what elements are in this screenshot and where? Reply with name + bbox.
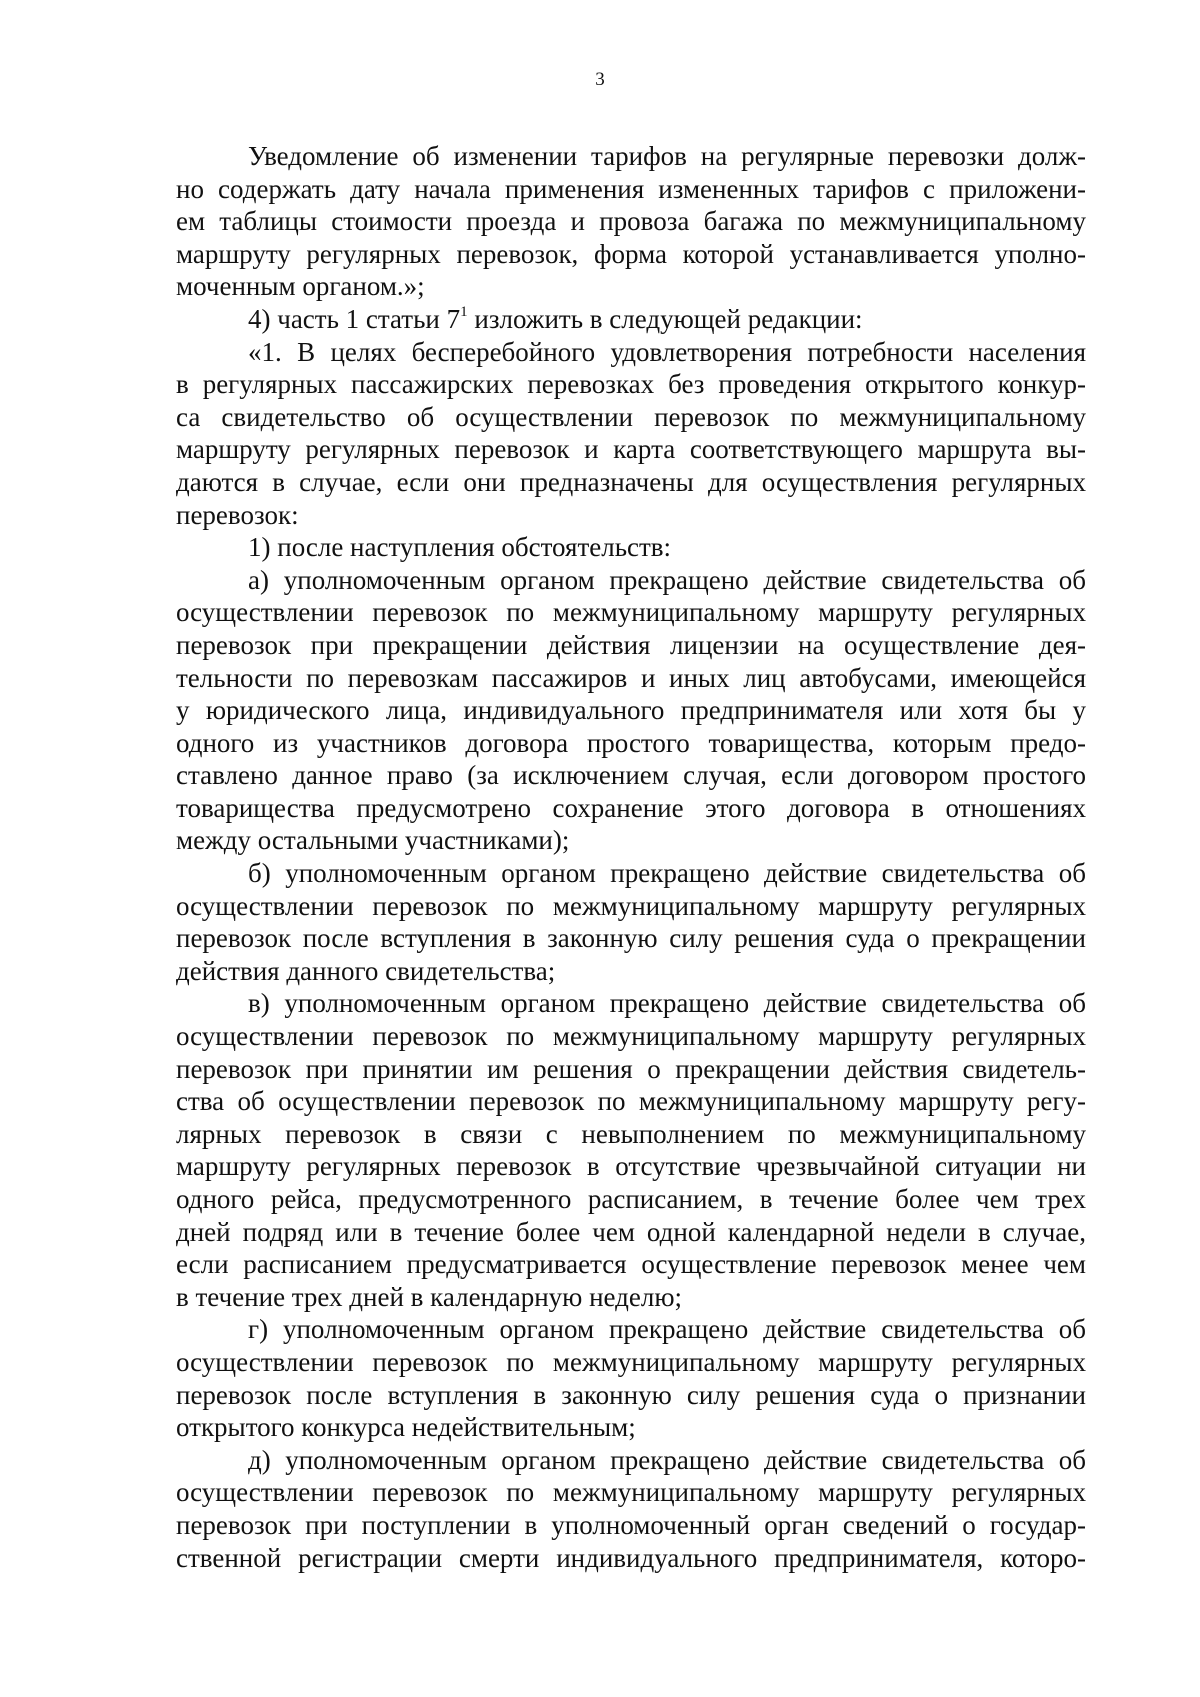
paragraph <box>176 140 1086 303</box>
text-line: но содержать дату начала применения измененных тарифов с приложени- <box>176 173 1086 204</box>
text-segment: изложить в следующей редакции: <box>467 303 863 334</box>
text-line: между остальными участниками); <box>176 825 570 856</box>
text-line: в регулярных пассажирских перевозках без проведения открытого конкур- <box>176 369 1086 400</box>
text-line: ства об осуществлении перевозок по межмуниципальному маршруту регу- <box>176 1086 1086 1117</box>
text-line: одного из участников договора простого товарищества, которым предо- <box>176 727 1086 758</box>
text-line: г) уполномоченным органом прекращено действие свидетельства об <box>248 1314 1086 1345</box>
text-line: Уведомление об изменении тарифов на регулярные перевозки долж- <box>248 141 1086 171</box>
text-line: лярных перевозок в связи с невыполнением по межмуниципальному <box>176 1118 1086 1149</box>
text-line: б) уполномоченным органом прекращено действие свидетельства об <box>248 858 1086 889</box>
text-line: перевозок при прекращении действия лицензии на осуществление дея- <box>176 629 1086 660</box>
text-line: осуществлении перевозок по межмуниципальному маршруту регулярных <box>176 1346 1086 1377</box>
text-line: если расписанием предусматривается осуществление перевозок менее чем <box>176 1249 1086 1280</box>
text-line: ственной регистрации смерти индивидуального предпринимателя, которо- <box>176 1542 1086 1573</box>
text-line: перевозок: <box>176 499 299 530</box>
text-line: осуществлении перевозок по межмуниципальному маршруту регулярных <box>176 890 1086 921</box>
text-line: моченным органом.»; <box>176 271 425 302</box>
text-line: перевозок после вступления в законную силу решения суда о признании <box>176 1379 1086 1410</box>
text-line: «1. В целях бесперебойного удовлетворения потребности населения <box>248 336 1086 367</box>
text-line: са свидетельство об осуществлении перевозок по межмуниципальному <box>176 401 1086 432</box>
text-line: д) уполномоченным органом прекращено действие свидетельства об <box>248 1444 1086 1475</box>
paragraph <box>176 564 1086 857</box>
text-line: осуществлении перевозок по межмуниципальному маршруту регулярных <box>176 597 1086 628</box>
text-line: перевозок после вступления в законную силу решения суда о прекращении <box>176 923 1086 954</box>
text-line: открытого конкурса недействительным; <box>176 1412 636 1443</box>
paragraph <box>176 531 1086 564</box>
text-line: а) уполномоченным органом прекращено действие свидетельства об <box>248 564 1086 595</box>
text-line: действия данного свидетельства; <box>176 955 556 986</box>
text-line: товарищества предусмотрено сохранение этого договора в отношениях <box>176 792 1086 823</box>
text-line: даются в случае, если они предназначены для осуществления регулярных <box>176 466 1086 497</box>
text-line: маршруту регулярных перевозок и карта соответствующего маршрута вы- <box>176 434 1086 465</box>
paragraph <box>176 987 1086 1313</box>
paragraph <box>176 1444 1086 1574</box>
text-line: у юридического лица, индивидуального предпринимателя или хотя бы у <box>176 695 1086 726</box>
text-segment: 4) часть 1 статьи 7 <box>248 303 461 334</box>
text-line: дней подряд или в течение более чем одной календарной недели в случае, <box>176 1216 1086 1247</box>
text-line: одного рейса, предусмотренного расписанием, в течение более чем трех <box>176 1184 1086 1214</box>
text-line: маршруту регулярных перевозок в отсутствие чрезвычайной ситуации ни <box>176 1151 1086 1182</box>
superscript: 1 <box>460 303 468 320</box>
text-line: перевозок при принятии им решения о прекращении действия свидетель- <box>176 1053 1086 1084</box>
text-line: осуществлении перевозок по межмуниципальному маршруту регулярных <box>176 1021 1086 1052</box>
text-line: ставлено данное право (за исключением случая, если договором простого <box>176 760 1086 791</box>
text-line: ем таблицы стоимости проезда и провоза багажа по межмуниципальному <box>176 206 1086 237</box>
paragraph <box>176 1313 1086 1443</box>
text-line <box>176 303 1086 336</box>
text-line: в течение трех дней в календарную неделю; <box>176 1281 683 1312</box>
text-line: маршруту регулярных перевозок, форма которой устанавливается уполно- <box>176 238 1086 269</box>
paragraph <box>176 857 1086 987</box>
text-line: в) уполномоченным органом прекращено действие свидетельства об <box>248 988 1086 1019</box>
paragraph <box>176 336 1086 532</box>
paragraph <box>176 303 1086 336</box>
text-line: перевозок при поступлении в уполномоченный орган сведений о государ- <box>176 1509 1086 1540</box>
page-number: 3 <box>595 69 605 90</box>
text-line: осуществлении перевозок по межмуниципальному маршруту регулярных <box>176 1477 1086 1508</box>
text-line: 1) после наступления обстоятельств: <box>248 532 672 563</box>
text-line: тельности по перевозкам пассажиров и иных лиц автобусами, имеющейся <box>176 662 1086 693</box>
document-body <box>176 140 1086 1574</box>
